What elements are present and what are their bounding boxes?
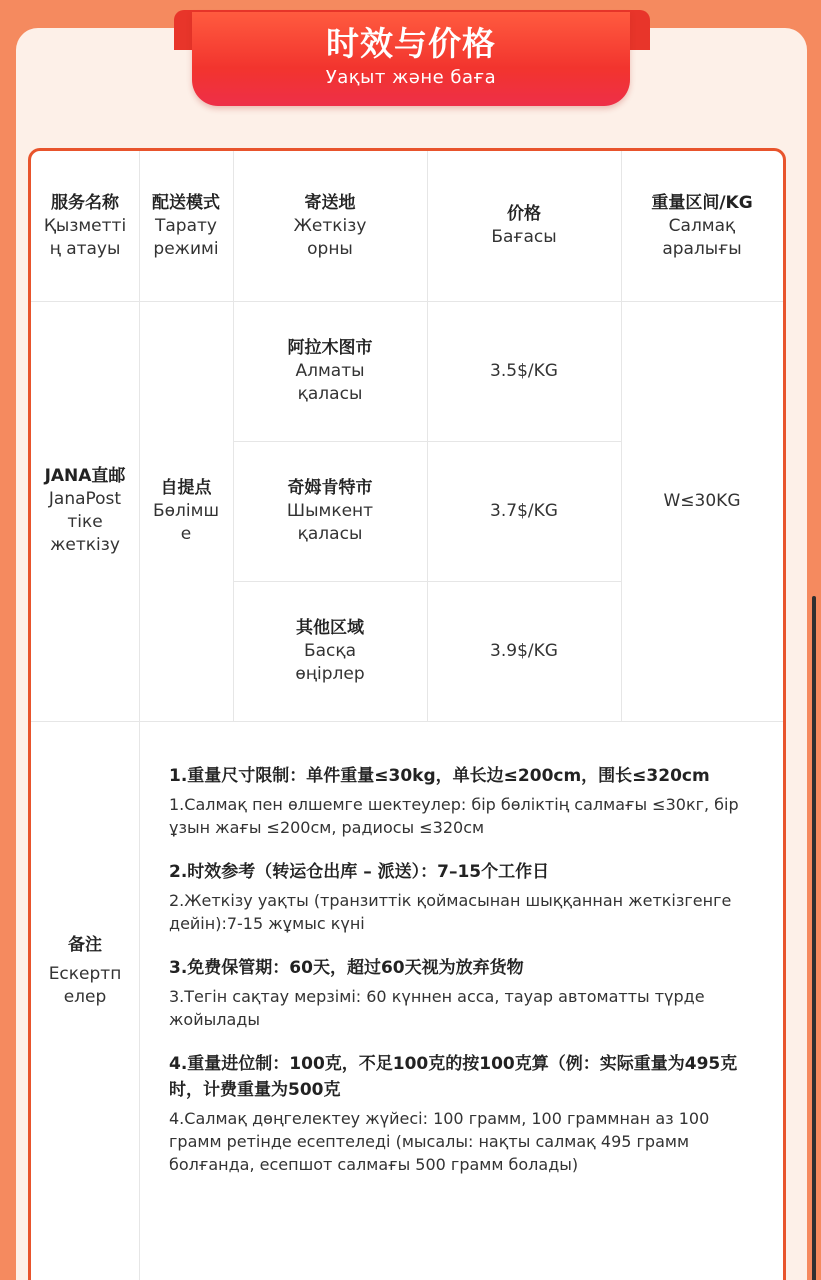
banner-title: 时效与价格 — [326, 24, 496, 63]
header-weight-range: 重量区间/KG Салмақ аралығы — [651, 192, 753, 259]
header-price: 价格 Бағасы — [491, 204, 557, 247]
destination-cell: 阿拉木图市 Алматы қаласы — [287, 337, 373, 404]
destination-cell: 奇姆肯特市 Шымкент қаласы — [286, 477, 374, 544]
header-service-name: 服务名称 Қызметті ң атауы — [43, 192, 127, 259]
row-divider — [31, 721, 783, 722]
destination-cell: 其他区域 Басқа өңірлер — [295, 617, 365, 684]
note-item: 4.重量进位制：100克，不足100克的按100克算（例：实际重量为495克时，计费重量为500克 4.Салмақ дөңгелектеу жүйесі: 100 грамм, 100 граммнан аз 100 грамм ретінде есептеледі (мысалы: нақты салмақ 495 грамм болғанда, есепшот салмағы 500 грамм болады) — [169, 1054, 738, 1174]
service-name-cell: JANA直邮 JanaPost тіке жеткізу — [44, 466, 126, 555]
note-item: 1.重量尺寸限制：单件重量≤30kg，单长边≤200cm，围长≤320cm 1.Салмақ пен өлшемге шектеулер: бір бөліктің салмағы ≤30кг, бір ұзын жағы ≤200см, радиосы ≤320см — [169, 766, 739, 837]
price-cell: 3.5$/KG — [490, 360, 558, 381]
banner-subtitle: Уақыт және баға — [325, 67, 497, 88]
price-cell: 3.9$/KG — [490, 640, 558, 661]
weight-range-cell: W≤30KG — [663, 490, 741, 511]
notes-content — [169, 763, 759, 1196]
header-destination: 寄送地 Жеткізу орны — [293, 192, 367, 259]
notes-label-cell: 备注 Ескертп елер — [48, 934, 122, 1007]
price-cell: 3.7$/KG — [490, 500, 558, 521]
price-table — [28, 148, 786, 1280]
note-item: 2.时效参考（转运仓出库 – 派送）：7–15个工作日 2.Жеткізу уақты (транзиттік қоймасынан шыққаннан жеткізгенге дейін):7-15 жұмыс күні — [169, 862, 732, 933]
delivery-mode-cell: 自提点 Бөлімш е — [152, 477, 220, 544]
header-delivery-mode: 配送模式 Тарату режимі — [152, 192, 220, 259]
scrollbar[interactable] — [812, 596, 816, 1280]
note-item: 3.免费保管期：60天，超过60天视为放弃货物 3.Тегін сақтау мерзімі: 60 күннен асса, тауар автоматты түрде жойылады — [169, 958, 705, 1029]
section-banner — [192, 12, 630, 106]
